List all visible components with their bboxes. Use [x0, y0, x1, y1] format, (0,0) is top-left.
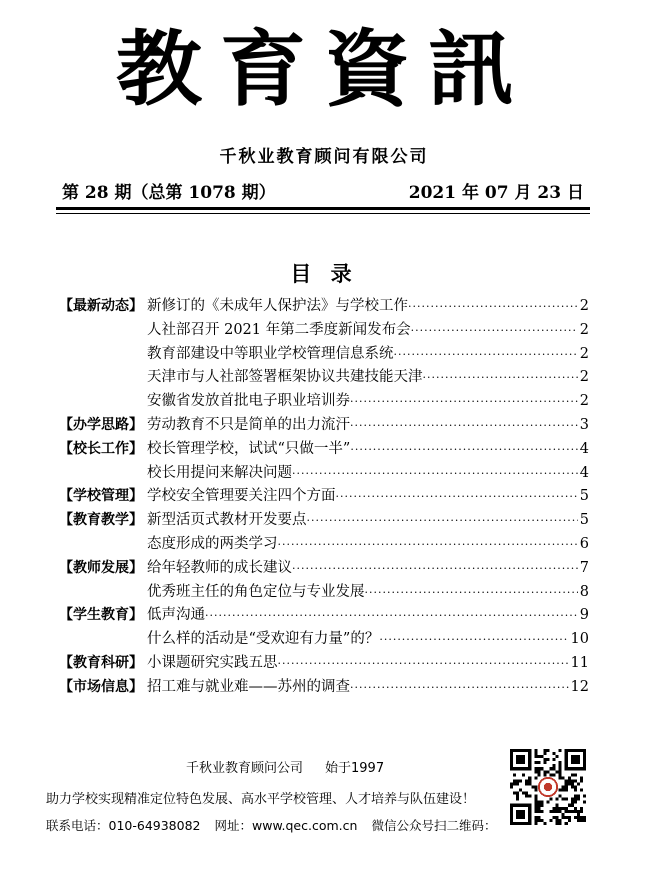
toc-page-number: 6: [579, 535, 589, 552]
toc-entry-title[interactable]: 低声沟通: [147, 607, 205, 624]
toc-entry-title[interactable]: 校长用提问来解决问题: [147, 464, 292, 481]
toc-entry-title[interactable]: 什么样的活动是“受欢迎有力量”的？: [147, 631, 380, 648]
header-rule-thin: [56, 213, 590, 214]
toc-category: 【教育教学】: [59, 512, 143, 529]
issue-number: 第 28 期（总第 1078 期）: [62, 183, 276, 203]
header-rule-thick: [56, 207, 590, 210]
toc-row[interactable]: [59, 485, 589, 509]
toc-leader-dots: [411, 319, 578, 343]
toc-page-number: 9: [579, 607, 589, 624]
toc-row[interactable]: [59, 533, 589, 557]
toc-leader-dots: [365, 581, 578, 605]
footer-since: 始于1997: [325, 761, 385, 776]
toc-row[interactable]: [59, 343, 589, 367]
toc-row[interactable]: [59, 366, 589, 390]
toc-row[interactable]: [59, 652, 589, 676]
wechat-qr-code-icon[interactable]: [510, 748, 586, 826]
toc-page-number: 5: [579, 512, 589, 529]
toc-row[interactable]: [59, 414, 589, 438]
toc-category: 【校长工作】: [59, 440, 143, 457]
toc-row[interactable]: [59, 438, 589, 462]
toc-leader-dots: [278, 652, 569, 676]
toc-row[interactable]: [59, 628, 589, 652]
toc-entry-title[interactable]: 新修订的《未成年人保护法》与学校工作: [147, 298, 408, 314]
toc-heading: 目 录: [290, 262, 358, 286]
footer-phone: 联系电话：010-64938082: [46, 818, 201, 833]
toc-category: 【学生教育】: [59, 607, 143, 624]
toc-row[interactable]: [59, 581, 589, 605]
toc-row[interactable]: [59, 604, 589, 628]
toc-leader-dots: [292, 462, 578, 486]
toc-page-number: 8: [579, 583, 589, 600]
toc-leader-dots: [408, 295, 578, 319]
toc-row[interactable]: [59, 509, 589, 533]
toc-entry-title[interactable]: 小课题研究实践五思: [147, 654, 278, 671]
toc-page-number: 2: [579, 345, 589, 362]
toc-leader-dots: [292, 557, 578, 581]
toc-page-number: 2: [579, 321, 589, 338]
toc-leader-dots: [307, 509, 578, 533]
toc-page-number: 4: [579, 464, 589, 481]
issue-date: 2021 年 07 月 23 日: [408, 183, 584, 203]
toc-leader-dots: [278, 533, 578, 557]
toc-entry-title[interactable]: 校长管理学校，试试“只做一半”: [147, 440, 351, 457]
toc-page-number: 2: [579, 369, 589, 386]
toc-leader-dots: [350, 414, 578, 438]
footer-contact: [46, 816, 496, 834]
toc-row[interactable]: [59, 676, 589, 700]
masthead-title: 教育資訊: [116, 21, 532, 118]
toc-category: 【学校管理】: [59, 488, 143, 505]
toc-leader-dots: [394, 343, 578, 367]
table-of-contents: [59, 295, 589, 700]
footer-company: [186, 757, 384, 776]
footer-wechat: 微信公众号扫二维码：: [371, 818, 497, 833]
toc-leader-dots: [423, 366, 578, 390]
toc-entry-title[interactable]: 安徽省发放首批电子职业培训券: [147, 393, 350, 410]
toc-page-number: 2: [579, 298, 589, 314]
toc-page-number: 10: [570, 631, 589, 648]
footer-company-name: 千秋业教育顾问公司: [186, 761, 304, 776]
toc-entry-title[interactable]: 教育部建设中等职业学校管理信息系统: [147, 345, 394, 362]
toc-row[interactable]: [59, 295, 589, 319]
toc-entry-title[interactable]: 新型活页式教材开发要点: [147, 512, 307, 529]
toc-entry-title[interactable]: 优秀班主任的角色定位与专业发展: [147, 583, 365, 600]
toc-row[interactable]: [59, 319, 589, 343]
toc-leader-dots: [336, 485, 578, 509]
toc-entry-title[interactable]: 人社部召开 2021 年第二季度新闻发布会: [147, 321, 411, 338]
toc-row[interactable]: [59, 390, 589, 414]
toc-entry-title[interactable]: 天津市与人社部签署框架协议共建技能天津: [147, 369, 423, 386]
toc-row[interactable]: [59, 462, 589, 486]
company-name: 千秋业教育顾问有限公司: [219, 147, 429, 167]
toc-entry-title[interactable]: 态度形成的两类学习: [147, 535, 278, 552]
toc-entry-title[interactable]: 学校安全管理要关注四个方面: [147, 488, 336, 505]
toc-entry-title[interactable]: 招工难与就业难——苏州的调查: [147, 678, 350, 695]
toc-leader-dots: [205, 604, 578, 628]
toc-leader-dots: [350, 390, 578, 414]
toc-entry-title[interactable]: 给年轻教师的成长建议: [147, 559, 292, 576]
toc-category: 【市场信息】: [59, 678, 143, 695]
toc-leader-dots: [350, 438, 577, 462]
toc-page-number: 7: [579, 559, 589, 576]
toc-page-number: 3: [579, 416, 589, 433]
toc-category: 【教育科研】: [59, 654, 143, 671]
toc-page-number: 2: [579, 393, 589, 410]
toc-page-number: 12: [570, 678, 589, 695]
toc-category: 【办学思路】: [59, 416, 143, 433]
toc-leader-dots: [350, 676, 569, 700]
footer-slogan: 助力学校实现精准定位特色发展、高水平学校管理、人才培养与队伍建设！: [46, 792, 476, 807]
toc-page-number: 5: [579, 488, 589, 505]
toc-row[interactable]: [59, 557, 589, 581]
toc-leader-dots: [379, 628, 568, 652]
footer-website[interactable]: 网址：www.qec.com.cn: [214, 818, 358, 833]
toc-entry-title[interactable]: 劳动教育不只是简单的出力流汗: [147, 416, 350, 433]
toc-category: 【最新动态】: [59, 298, 143, 314]
toc-category: 【教师发展】: [59, 559, 143, 576]
toc-page-number: 11: [570, 654, 589, 671]
toc-page-number: 4: [579, 440, 589, 457]
